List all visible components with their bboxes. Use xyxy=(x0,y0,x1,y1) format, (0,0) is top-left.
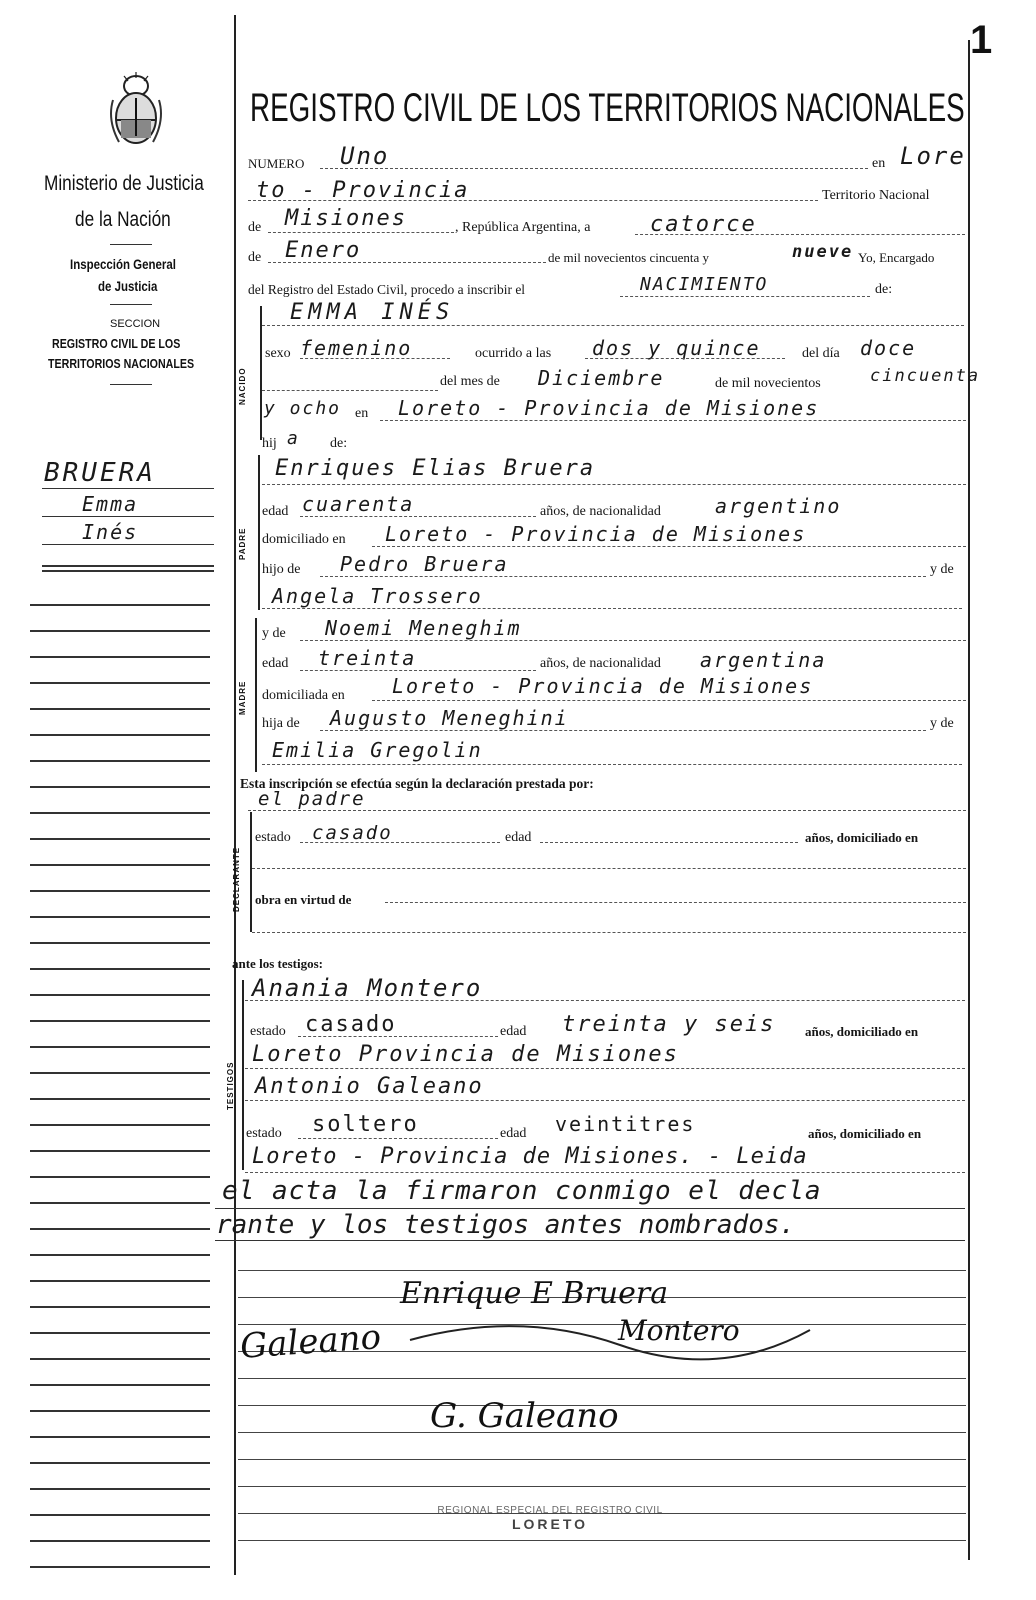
label-anos-nacionalidad: años, de nacionalidad xyxy=(540,504,661,519)
label-anos-nacionalidad: años, de nacionalidad xyxy=(540,656,661,671)
signature-ruled-line xyxy=(238,1486,966,1487)
margin-ruled-line xyxy=(30,1514,210,1516)
fill-line xyxy=(620,296,870,297)
column-divider xyxy=(234,15,236,1575)
value-territorio: Misiones xyxy=(285,206,407,231)
fill-line xyxy=(245,1068,965,1069)
fill-line xyxy=(320,576,926,577)
margin-ruled-line xyxy=(30,682,210,684)
side-label-padre: PADRE xyxy=(238,527,247,560)
value-sexo: femenino xyxy=(300,336,413,360)
margin-rule xyxy=(42,544,214,545)
label-de-colon: de: xyxy=(875,282,893,297)
right-border xyxy=(968,40,970,1560)
fill-line xyxy=(252,868,966,869)
page-title: REGISTRO CIVIL DE LOS TERRITORIOS NACIONALES xyxy=(250,86,965,130)
fill-line xyxy=(252,932,966,933)
signature-ruled-line xyxy=(238,1540,966,1541)
fill-line xyxy=(248,200,818,201)
value-acto: NACIMIENTO xyxy=(640,274,769,295)
section-line1: REGISTRO CIVIL DE LOS xyxy=(52,336,181,351)
margin-ruled-line xyxy=(30,1280,210,1282)
fill-line xyxy=(248,810,966,811)
margin-ruled-line xyxy=(30,864,210,866)
value-testigo2-nombre: Antonio Galeano xyxy=(255,1074,484,1099)
label-edad: edad xyxy=(505,830,532,845)
value-ano: nueve xyxy=(792,242,854,262)
fill-line xyxy=(262,484,966,485)
value-padre-edad: cuarenta xyxy=(302,492,415,516)
margin-ruled-line xyxy=(30,1358,210,1360)
label-de: de xyxy=(248,250,262,265)
value-lugar-a: Lore xyxy=(900,142,966,170)
label-edad: edad xyxy=(262,504,289,519)
ministry-line2: de la Nación xyxy=(75,208,171,231)
value-madre-nacionalidad: argentina xyxy=(700,648,827,672)
margin-ruled-line xyxy=(30,1072,210,1074)
signature-witness1: Montero xyxy=(618,1314,740,1347)
side-label-madre: MADRE xyxy=(238,680,247,715)
divider xyxy=(110,244,152,245)
margin-ruled-line xyxy=(30,838,210,840)
value-dia: catorce xyxy=(650,212,757,237)
margin-name1: Emma xyxy=(82,492,139,516)
fill-line xyxy=(300,516,536,517)
fill-line xyxy=(262,764,962,765)
margin-rule xyxy=(42,565,214,567)
fill-line xyxy=(215,1240,965,1241)
fill-line xyxy=(262,608,962,609)
fill-line xyxy=(372,546,966,547)
margin-rule xyxy=(42,516,214,517)
value-hij-suffix: a xyxy=(287,428,300,449)
label-territorio-nacional: Territorio Nacional xyxy=(822,188,930,203)
margin-ruled-line xyxy=(30,1176,210,1178)
label-estado: estado xyxy=(246,1126,282,1141)
label-estado: estado xyxy=(250,1024,286,1039)
value-testigo1-domicilio: Loreto Provincia de Misiones xyxy=(252,1042,679,1067)
fill-line xyxy=(385,902,966,903)
fill-line xyxy=(380,420,966,421)
value-lugar-nac: Loreto - Provincia de Misiones xyxy=(398,396,820,420)
label-en: en xyxy=(355,406,369,421)
fill-line xyxy=(245,1100,965,1101)
block-bracket xyxy=(250,812,252,932)
value-madre-edad: treinta xyxy=(318,646,417,670)
value-dia-nac: doce xyxy=(860,336,917,360)
margin-ruled-line xyxy=(30,734,210,736)
margin-ruled-line xyxy=(30,1410,210,1412)
fill-line xyxy=(268,262,546,263)
margin-ruled-line xyxy=(30,786,210,788)
signature-ruled-line xyxy=(238,1378,966,1379)
label-anos-domiciliado: años, domiciliado en xyxy=(805,1024,919,1039)
fill-line xyxy=(215,1208,965,1209)
label-y-de: y de xyxy=(930,716,954,731)
value-madre-nombre: Noemi Meneghim xyxy=(325,616,522,640)
side-label-declarante: DECLARANTE xyxy=(232,846,241,912)
margin-ruled-line xyxy=(30,1306,210,1308)
label-en: en xyxy=(872,156,886,171)
margin-ruled-line xyxy=(30,1436,210,1438)
margin-ruled-line xyxy=(30,1150,210,1152)
section-label: SECCION xyxy=(110,318,161,330)
fill-line xyxy=(268,232,454,233)
stamp xyxy=(400,1505,700,1532)
fill-line xyxy=(245,1172,965,1173)
value-madre-domicilio: Loreto - Provincia de Misiones xyxy=(392,674,814,698)
margin-name2: Inés xyxy=(82,520,139,544)
margin-ruled-line xyxy=(30,942,210,944)
margin-ruled-line xyxy=(30,1488,210,1490)
fill-line xyxy=(320,168,868,169)
value-declarante: el padre xyxy=(258,788,366,810)
margin-ruled-line xyxy=(30,604,210,606)
label-numero: NUMERO xyxy=(248,156,305,171)
inspection-line2: de Justicia xyxy=(98,278,158,294)
signature-ruled-line xyxy=(238,1270,966,1271)
margin-rule xyxy=(42,570,214,572)
label-de-mil-full: de mil novecientos xyxy=(715,376,821,391)
value-testigo2-edad: veintitres xyxy=(555,1112,696,1136)
margin-ruled-line xyxy=(30,1020,210,1022)
margin-ruled-line xyxy=(30,890,210,892)
section-line2: TERRITORIOS NACIONALES xyxy=(48,356,195,371)
label-republica: , República Argentina, a xyxy=(455,220,591,235)
value-hora: dos y quince xyxy=(592,336,761,360)
margin-ruled-line xyxy=(30,1462,210,1464)
value-padre-domicilio: Loreto - Provincia de Misiones xyxy=(385,522,807,546)
value-numero: Uno xyxy=(340,142,390,170)
label-del-mes: del mes de xyxy=(440,374,500,389)
fill-line xyxy=(635,234,965,235)
label-del-dia: del día xyxy=(802,346,840,361)
margin-ruled-line xyxy=(30,1540,210,1542)
margin-ruled-line xyxy=(30,656,210,658)
signature-officer: G. Galeano xyxy=(430,1396,619,1436)
stamp-line2: LORETO xyxy=(511,1516,589,1532)
label-hijo-de: hijo de xyxy=(262,562,301,577)
signature-flourish xyxy=(400,1300,820,1370)
margin-ruled-line xyxy=(30,968,210,970)
margin-ruled-line xyxy=(30,1228,210,1230)
margin-ruled-line xyxy=(30,1098,210,1100)
label-hija-de: hija de xyxy=(262,716,300,731)
margin-rule xyxy=(42,488,214,489)
label-anos-domiciliado: años, domiciliado en xyxy=(808,1126,922,1141)
fill-line xyxy=(585,358,785,359)
fill-line xyxy=(262,390,438,391)
block-bracket xyxy=(258,455,260,610)
value-ano-nac-a: cincuenta xyxy=(870,366,981,386)
side-label-nacido: NACIDO xyxy=(238,367,247,405)
label-domiciliado: domiciliado en xyxy=(262,532,346,547)
value-testigo2-domicilio: Loreto - Provincia de Misiones. - Leida xyxy=(252,1144,808,1169)
ministry-line1: Ministerio de Justicia xyxy=(44,172,204,195)
fill-line xyxy=(372,700,966,701)
block-bracket xyxy=(260,306,262,440)
value-declarante-estado: casado xyxy=(312,822,393,844)
side-label-testigos: TESTIGOS xyxy=(226,1061,235,1110)
margin-ruled-line xyxy=(30,916,210,918)
fill-line xyxy=(300,358,450,359)
value-testigo1-estado: casado xyxy=(305,1012,397,1037)
label-domiciliada: domiciliada en xyxy=(262,688,345,703)
fill-line xyxy=(298,1036,498,1037)
value-madre-madre: Emilia Gregolin xyxy=(272,738,483,762)
label-edad: edad xyxy=(500,1024,527,1039)
label-y-de: y de xyxy=(930,562,954,577)
value-ano-nac-b: y ocho xyxy=(264,398,342,419)
value-padre-nombre: Enriques Elias Bruera xyxy=(275,456,596,481)
label-sexo: sexo xyxy=(265,346,291,361)
value-testigo1-nombre: Anania Montero xyxy=(252,974,483,1002)
value-testigo2-estado: soltero xyxy=(312,1112,419,1137)
margin-ruled-line xyxy=(30,1124,210,1126)
divider xyxy=(110,304,152,305)
page-number: 1 xyxy=(970,18,993,62)
block-bracket xyxy=(255,618,257,772)
margin-ruled-line xyxy=(30,708,210,710)
margin-ruled-line xyxy=(30,994,210,996)
label-edad: edad xyxy=(500,1126,527,1141)
closing-line2: rante y los testigos antes nombrados. xyxy=(216,1210,796,1240)
label-esta-inscripcion: Esta inscripción se efectúa según la declaración prestada por: xyxy=(240,776,594,791)
label-ante-testigos: ante los testigos: xyxy=(232,956,323,971)
fill-line xyxy=(300,640,966,641)
value-nacido-nombre: EMMA INÉS xyxy=(290,300,455,325)
margin-surname: BRUERA xyxy=(44,458,156,488)
label-y-de: y de xyxy=(262,626,286,641)
margin-ruled-line xyxy=(30,1566,210,1568)
fill-line xyxy=(245,1000,965,1001)
coat-of-arms-icon xyxy=(107,70,165,150)
fill-line xyxy=(300,670,536,671)
label-anos-domiciliado: años, domiciliado en xyxy=(805,830,919,845)
value-padre-nacionalidad: argentino xyxy=(715,494,842,518)
margin-ruled-line xyxy=(30,812,210,814)
divider xyxy=(110,384,152,385)
inspection-line1: Inspección General xyxy=(70,256,176,272)
value-mes: Enero xyxy=(285,238,362,263)
label-yo-encargado: Yo, Encargado xyxy=(858,250,935,265)
label-de: de xyxy=(248,220,262,235)
stamp-line1: REGIONAL ESPECIAL DEL REGISTRO CIVIL xyxy=(437,1505,663,1516)
value-madre-hija-de: Augusto Meneghini xyxy=(330,706,569,730)
value-testigo1-edad: treinta y seis xyxy=(562,1012,776,1037)
label-registro: del Registro del Estado Civil, procedo a inscribir el xyxy=(248,282,526,297)
margin-ruled-line xyxy=(30,1254,210,1256)
fill-line xyxy=(300,842,500,843)
block-bracket xyxy=(242,980,244,1170)
label-hij: hij xyxy=(262,436,277,451)
signature-father: Enrique E Bruera xyxy=(400,1276,669,1311)
margin-ruled-line xyxy=(30,1332,210,1334)
margin-ruled-line xyxy=(30,760,210,762)
label-estado: estado xyxy=(255,830,291,845)
fill-line xyxy=(540,842,798,843)
signature-ruled-line xyxy=(238,1459,966,1460)
label-ocurrido: ocurrido a las xyxy=(475,346,552,361)
fill-line xyxy=(298,1138,498,1139)
margin-ruled-line xyxy=(30,1384,210,1386)
signature-witness2: Galeano xyxy=(238,1317,383,1367)
fill-line xyxy=(262,325,964,326)
margin-ruled-line xyxy=(30,1202,210,1204)
margin-ruled-line xyxy=(30,1046,210,1048)
value-padre-madre: Angela Trossero xyxy=(272,584,483,608)
label-edad: edad xyxy=(262,656,289,671)
fill-line xyxy=(320,730,926,731)
label-de-colon2: de: xyxy=(330,436,348,451)
value-lugar-b: to - Provincia xyxy=(256,178,470,203)
margin-ruled-line xyxy=(30,630,210,632)
label-de-mil: de mil novecientos cincuenta y xyxy=(548,250,710,265)
closing-line1: el acta la firmaron conmigo el decla xyxy=(222,1176,822,1206)
value-mes-nac: Diciembre xyxy=(538,366,665,390)
label-obra: obra en virtud de xyxy=(255,892,352,907)
value-padre-hijo-de: Pedro Bruera xyxy=(340,552,509,576)
